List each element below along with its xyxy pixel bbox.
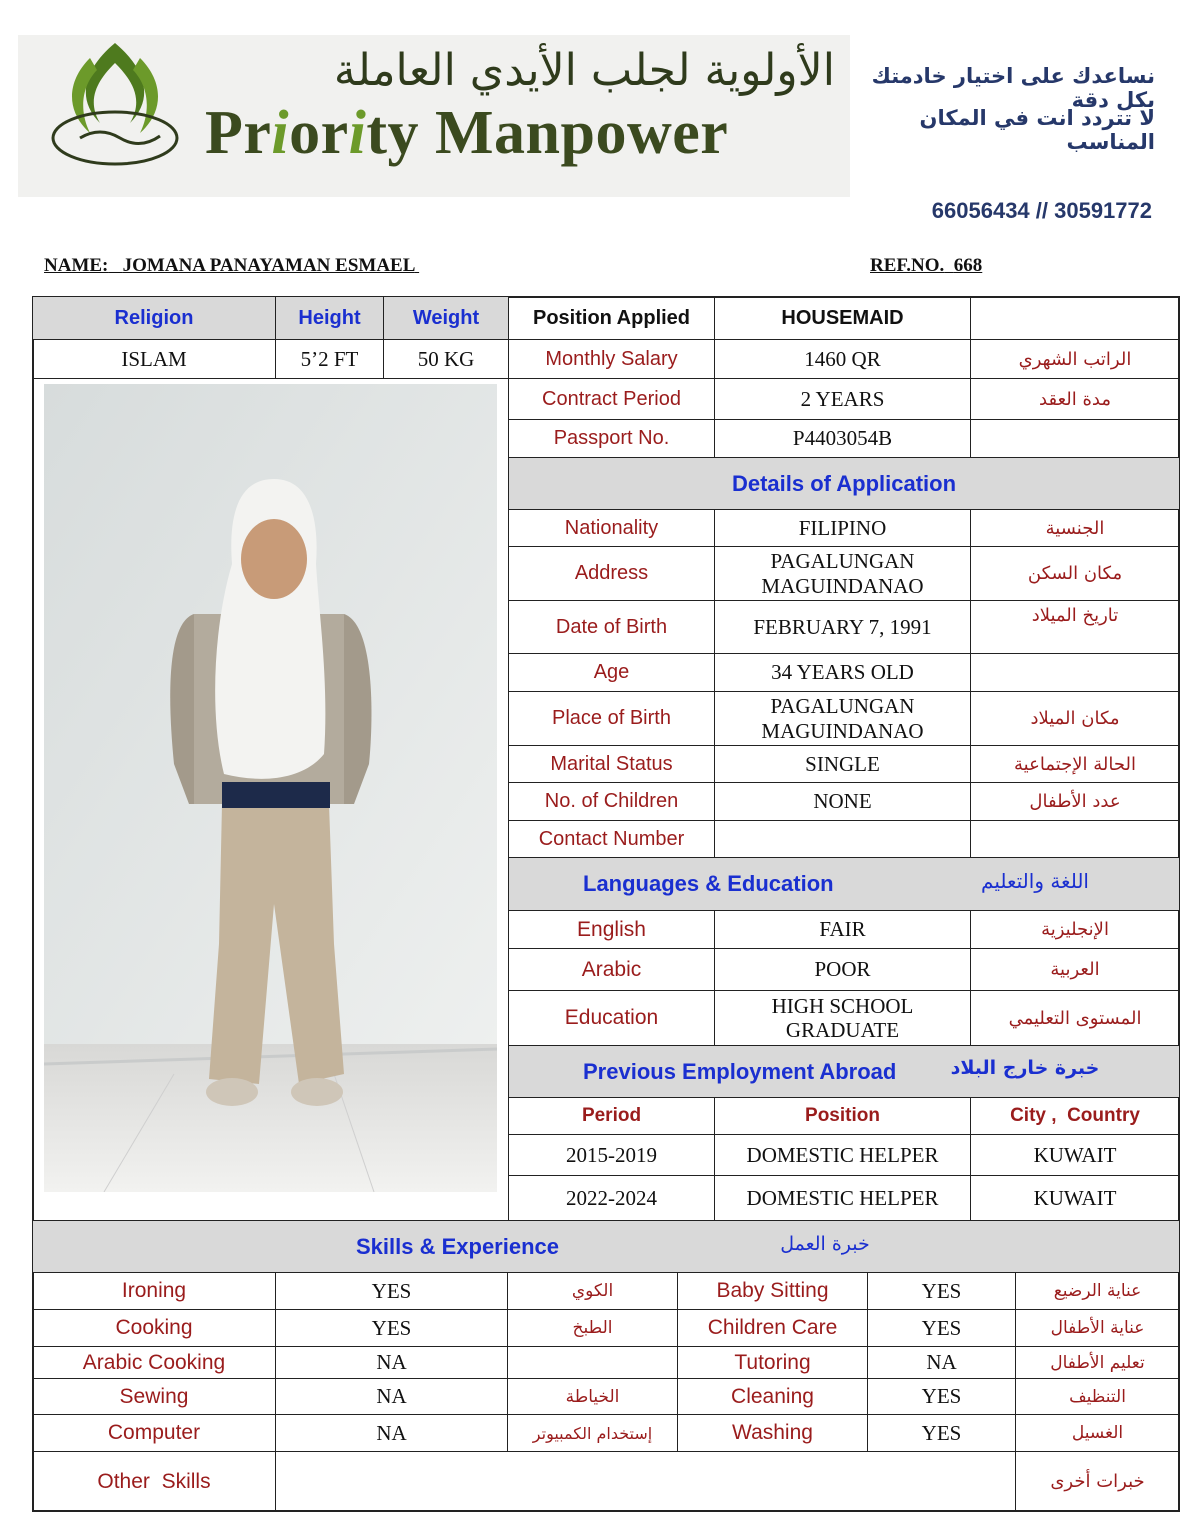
position-applied-value: HOUSEMAID: [714, 296, 971, 340]
address-value: PAGALUNGAN MAGUINDANAO: [714, 546, 971, 601]
skill-tutoring-ar: تعليم الأطفال: [1015, 1346, 1180, 1379]
employment-period-header: Period: [508, 1097, 715, 1135]
passport-label: Passport No.: [508, 419, 715, 458]
nationality-value: FILIPINO: [714, 509, 971, 547]
skill-washing-label: Washing: [677, 1414, 868, 1452]
monthly-salary-label: Monthly Salary: [508, 339, 715, 379]
skill-cleaning-value: YES: [867, 1378, 1016, 1415]
skill-cleaning-label: Cleaning: [677, 1378, 868, 1415]
languages-education-title: Languages & Education: [583, 871, 834, 896]
candidate-photo: [44, 384, 497, 1192]
age-value: 34 YEARS OLD: [714, 653, 971, 692]
candidate-name-line: NAME: JOMANA PANAYAMAN ESMAEL: [44, 255, 415, 276]
arabic-value: POOR: [714, 948, 971, 991]
candidate-name: JOMANA PANAYAMAN ESMAEL: [122, 255, 415, 276]
religion-header: Religion: [32, 296, 276, 340]
date-of-birth-value: FEBRUARY 7, 1991: [714, 600, 971, 654]
phone-numbers: 66056434 // 30591772: [931, 198, 1152, 223]
tagline-line-2: لا تتردد انت في المكان المناسب: [919, 106, 1155, 154]
contract-period-value: 2 YEARS: [714, 378, 971, 420]
age-ar: [970, 653, 1180, 692]
education-ar: المستوى التعليمي: [970, 990, 1180, 1046]
skill-sewing-value: NA: [275, 1378, 508, 1415]
skill-computer-value: NA: [275, 1414, 508, 1452]
employment-position-header: Position: [714, 1097, 971, 1135]
skill-baby-sitting-label: Baby Sitting: [677, 1272, 868, 1310]
employment-row-1-country: KUWAIT: [970, 1134, 1180, 1176]
skill-cooking-label: Cooking: [32, 1309, 276, 1347]
reference-number-line: REF.NO. 668: [870, 255, 983, 276]
nationality-label: Nationality: [508, 509, 715, 547]
skill-arabic-cooking-value: NA: [275, 1346, 508, 1379]
skill-cleaning-ar: التنظيف: [1015, 1378, 1180, 1415]
skill-ironing-value: YES: [275, 1272, 508, 1310]
arabic-ar: العربية: [970, 948, 1180, 991]
logo-english-text: Priority Manpower: [205, 99, 729, 167]
skill-cooking-value: YES: [275, 1309, 508, 1347]
skill-sewing-ar: الخياطة: [507, 1378, 678, 1415]
passport-value: P4403054B: [714, 419, 971, 458]
skills-experience-title-ar: خبرة العمل: [780, 1233, 870, 1255]
skill-arabic-cooking-label: Arabic Cooking: [32, 1346, 276, 1379]
monthly-salary-ar: الراتب الشهري: [970, 339, 1180, 379]
employment-row-1-period: 2015-2019: [508, 1134, 715, 1176]
skill-children-care-ar: عناية الأطفال: [1015, 1309, 1180, 1347]
place-of-birth-label: Place of Birth: [508, 691, 715, 746]
religion-value: ISLAM: [32, 339, 276, 379]
skill-arabic-cooking-ar: [507, 1346, 678, 1379]
monthly-salary-value: 1460 QR: [714, 339, 971, 379]
height-value: 5’2 FT: [275, 339, 384, 379]
position-applied-ar: [970, 296, 1180, 340]
skills-experience-title: Skills & Experience: [356, 1234, 559, 1259]
marital-status-value: SINGLE: [714, 745, 971, 783]
employment-row-1-position: DOMESTIC HELPER: [714, 1134, 971, 1176]
marital-status-label: Marital Status: [508, 745, 715, 783]
skill-baby-sitting-value: YES: [867, 1272, 1016, 1310]
contract-period-label: Contract Period: [508, 378, 715, 420]
contact-number-ar: [970, 820, 1180, 858]
skill-sewing-label: Sewing: [32, 1378, 276, 1415]
skill-cooking-ar: الطبخ: [507, 1309, 678, 1347]
position-applied-label: Position Applied: [508, 296, 715, 340]
languages-education-title-ar: اللغة والتعليم: [981, 869, 1089, 893]
children-ar: عدد الأطفال: [970, 782, 1180, 821]
skill-computer-ar: إستخدام الكمبيوتر: [507, 1414, 678, 1452]
tagline-line-1: نساعدك على اختيار خادمتك بكل دقة: [871, 64, 1155, 112]
skills-experience-header: [32, 1220, 1180, 1273]
nationality-ar: الجنسية: [970, 509, 1180, 547]
other-skills-value: [275, 1451, 1016, 1512]
skill-washing-value: YES: [867, 1414, 1016, 1452]
weight-header: Weight: [383, 296, 509, 340]
education-value: HIGH SCHOOL GRADUATE: [714, 990, 971, 1046]
english-value: FAIR: [714, 910, 971, 949]
reference-number: 668: [953, 255, 983, 276]
place-of-birth-ar: مكان الميلاد: [970, 691, 1180, 746]
employment-row-2-period: 2022-2024: [508, 1175, 715, 1221]
children-value: NONE: [714, 782, 971, 821]
contact-number-label: Contact Number: [508, 820, 715, 858]
employment-row-2-country: KUWAIT: [970, 1175, 1180, 1221]
height-header: Height: [275, 296, 384, 340]
employment-row-2-position: DOMESTIC HELPER: [714, 1175, 971, 1221]
address-ar: مكان السكن: [970, 546, 1180, 601]
skill-tutoring-value: NA: [867, 1346, 1016, 1379]
employment-country-header: City , Country: [970, 1097, 1180, 1135]
skill-baby-sitting-ar: عناية الرضيع: [1015, 1272, 1180, 1310]
address-label: Address: [508, 546, 715, 601]
age-label: Age: [508, 653, 715, 692]
arabic-label: Arabic: [508, 948, 715, 991]
skill-computer-label: Computer: [32, 1414, 276, 1452]
english-label: English: [508, 910, 715, 949]
skill-children-care-value: YES: [867, 1309, 1016, 1347]
contact-number-value: [714, 820, 971, 858]
place-of-birth-value: PAGALUNGAN MAGUINDANAO: [714, 691, 971, 746]
skill-ironing-ar: الكوي: [507, 1272, 678, 1310]
weight-value: 50 KG: [383, 339, 509, 379]
skill-children-care-label: Children Care: [677, 1309, 868, 1347]
previous-employment-title-ar: خبرة خارج البلاد: [950, 1057, 1100, 1079]
other-skills-ar: خبرات أخرى: [1015, 1451, 1180, 1512]
skill-washing-ar: الغسيل: [1015, 1414, 1180, 1452]
logo-arabic-text: الأولوية لجلب الأيدي العاملة: [333, 45, 835, 96]
details-of-application-header: Details of Application: [508, 457, 1180, 510]
logo-emblem-icon: [45, 38, 185, 168]
children-label: No. of Children: [508, 782, 715, 821]
passport-ar: [970, 419, 1180, 458]
date-of-birth-label: Date of Birth: [508, 600, 715, 654]
previous-employment-title: Previous Employment Abroad: [583, 1059, 897, 1084]
education-label: Education: [508, 990, 715, 1046]
skill-ironing-label: Ironing: [32, 1272, 276, 1310]
english-ar: الإنجليزية: [970, 910, 1180, 949]
skill-tutoring-label: Tutoring: [677, 1346, 868, 1379]
contract-period-ar: مدة العقد: [970, 378, 1180, 420]
marital-status-ar: الحالة الإجتماعية: [970, 745, 1180, 783]
other-skills-label: Other Skills: [32, 1451, 276, 1512]
date-of-birth-ar: تاريخ الميلاد: [970, 600, 1180, 654]
